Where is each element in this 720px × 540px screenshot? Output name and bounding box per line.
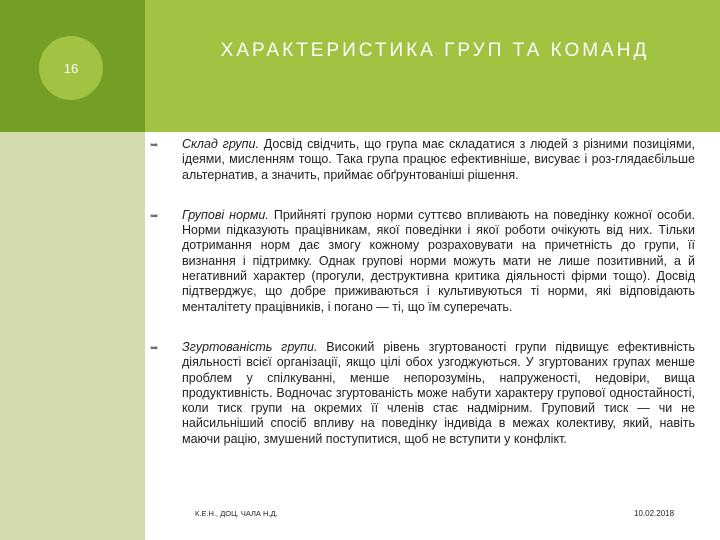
bullet-body: Високий рівень згуртованості групи підвищує ефективність діяльності всієї організації, якщо цілі обох узгоджуються. У згуртованих групах менше проблем у спілкуванні, менше непорозумінь, напруженості, недовіри, вища продуктивність. Водночас згуртованість може набути характеру групової одностайності, коли тиск групи на окремих її членів стає надмірним. Груповий тиск — чи не найсильніший спосіб впливу на поведінку індивіда в межах колективу, який, навіть маючи рацію, змушений поступитися, щоб не вступити у конфлікт.	[182, 339, 696, 446]
bullet-body: Прийняті групою норми суттєво впливають на поведінку кожної особи. Норми підказують працівникам, якої поведінки і якої роботи очікують від них. Тільки дотримання норм дає змогу кожному розраховувати на причетність до групи, її визнання і підтримку. Однак групові норми можуть мати не лише позитивний, а й негативний характер (прогули, деструктивна критика діяльності фірми тощо). Досвід підтверджує, що добре приживаються і культивуються ті норми, які відповідають менталітету працівників, і погано — ті, що їм суперечать.	[182, 207, 696, 314]
slide-title: ХАРАКТЕРИСТИКА ГРУП ТА КОМАНД	[220, 40, 650, 61]
bullet-item	[150, 340, 695, 447]
footer-author: К.Е.Н., ДОЦ. ЧАЛА Н.Д.	[195, 509, 278, 518]
arrow-bullet-icon: ➥	[150, 210, 159, 222]
slide-number: 16	[63, 60, 79, 76]
bullet-term: Згуртованість групи.	[182, 339, 318, 354]
arrow-bullet-icon: ➥	[150, 342, 159, 354]
footer-date: 10.02.2018	[634, 509, 675, 518]
bullet-text	[182, 137, 695, 183]
bullet-term: Склад групи.	[182, 137, 259, 151]
slide-number-badge	[39, 36, 103, 100]
bullet-term: Групові норми.	[182, 207, 269, 222]
bullet-text	[182, 340, 695, 447]
bullet-body: Досвід свідчить, що група має складатися з людей з різними позиціями, ідеями, мисленням тощо. Така група працює ефективніше, висуває і роз-глядаєбільше альтернатив, а значить, приймає обґрунтованіші рішення.	[182, 137, 695, 182]
arrow-bullet-icon: ➥	[150, 140, 159, 151]
bullet-list	[150, 137, 695, 472]
bullet-item	[150, 208, 695, 315]
bullet-item	[150, 137, 695, 183]
bullet-text	[182, 208, 695, 315]
